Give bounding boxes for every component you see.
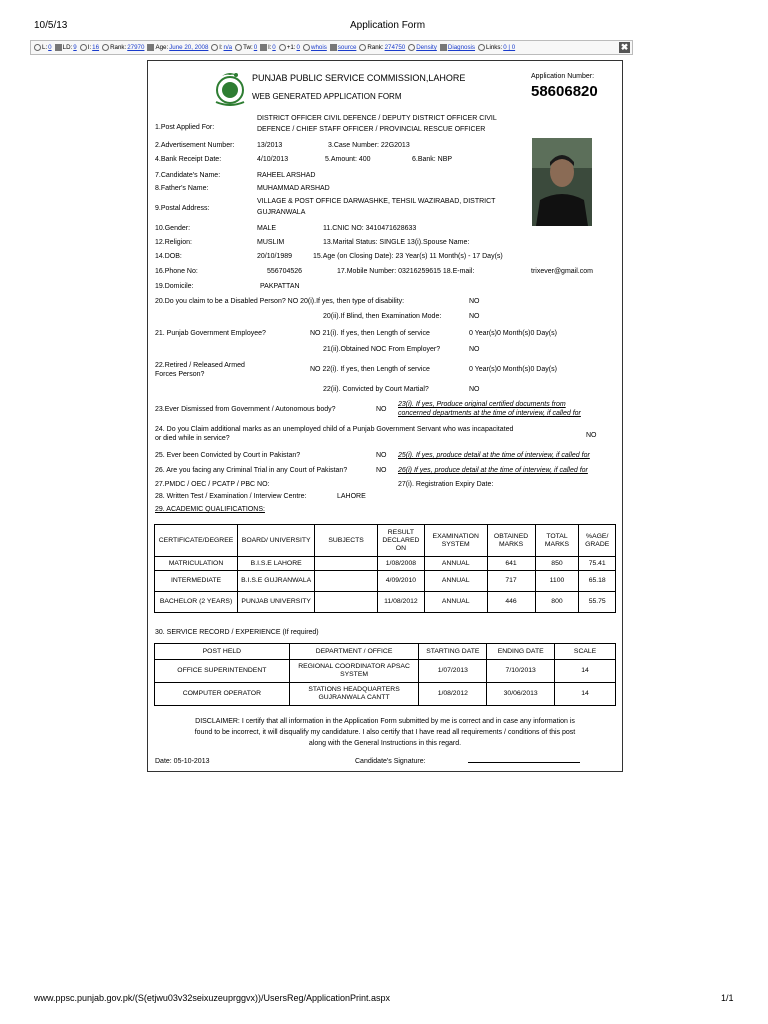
table-cell: OFFICE SUPERINTENDENT (155, 660, 290, 683)
q27-label: 27.PMDC / OEC / PCATP / PBC NO: (155, 481, 270, 488)
email-value: trixever@gmail.com (531, 268, 593, 275)
seo-square-icon (211, 44, 218, 51)
q30-heading: 30. SERVICE RECORD / EXPERIENCE (If required) (155, 629, 319, 636)
disclaimer-line-2: found to be incorrect, it will disqualify my candidature. I also certify that I have read all requirements / conditions of this post (194, 729, 576, 736)
table-row (155, 683, 616, 706)
footer-page: 1/1 (721, 993, 734, 1003)
q22b-label: 22(ii). Convicted by Court Martial? (323, 386, 429, 393)
name-label: 7.Candidate's Name: (155, 172, 221, 179)
table-cell: PUNJAB UNIVERSITY (238, 592, 315, 613)
religion-value: MUSLIM (257, 239, 285, 246)
ppsc-logo (212, 70, 248, 106)
google-plus-icon (279, 44, 286, 51)
q21b-label: 21(ii).Obtained NOC From Employer? (323, 346, 441, 353)
toolbar-item-link[interactable]: whois (310, 44, 327, 51)
father-label: 8.Father's Name: (155, 185, 209, 192)
q22b-value: NO (469, 386, 480, 393)
toolbar-item-link[interactable]: Density (416, 44, 437, 51)
father-value: MUHAMMAD ARSHAD (257, 185, 330, 192)
disclaimer (150, 716, 620, 749)
toolbar-item-link[interactable]: June 20, 2008 (169, 44, 209, 51)
table-cell: 14 (555, 660, 616, 683)
cnic: 11.CNIC NO: 3410471628633 (323, 225, 417, 232)
q20b-value: NO (469, 313, 480, 320)
signature-line (468, 762, 580, 763)
twitter-icon (235, 44, 242, 51)
table-cell: REGIONAL COORDINATOR APSAC SYSTEM (289, 660, 419, 683)
q24-label-1: 24. Do you Claim additional marks as an unemployed child of a Punjab Government Servant who was incapacitated (155, 426, 514, 433)
table-cell (315, 592, 378, 613)
toolbar-item-label: Age: (155, 44, 169, 51)
toolbar-item[interactable] (478, 44, 515, 51)
toolbar-item-link[interactable]: 0 (48, 44, 52, 51)
table-cell: INTERMEDIATE (155, 571, 238, 592)
table-cell: ANNUAL (424, 571, 487, 592)
app-number: 58606820 (531, 83, 598, 100)
table-cell: 4/09/2010 (377, 571, 424, 592)
table-cell: ANNUAL (424, 592, 487, 613)
print-title: Application Form (350, 20, 426, 31)
toolbar-item-link[interactable]: 0 (272, 44, 276, 51)
toolbar-item-label: l: (219, 44, 223, 51)
table-cell: 1/08/2012 (419, 683, 487, 706)
toolbar-item-link[interactable]: 274750 (384, 44, 406, 51)
table-row (155, 557, 616, 571)
candidate-photo (532, 138, 592, 226)
toolbar-item[interactable] (80, 44, 99, 51)
signature-label: Candidate's Signature: (355, 758, 426, 765)
table-header-cell: POST HELD (155, 644, 290, 660)
table-cell: 65.18 (579, 571, 616, 592)
source-icon (330, 44, 337, 51)
toolbar-item[interactable] (211, 44, 232, 51)
q22-service-value: 0 Year(s)0 Month(s)0 Day(s) (469, 366, 557, 373)
case-number: 3.Case Number: 22G2013 (328, 142, 410, 149)
toolbar-item[interactable] (235, 44, 257, 51)
bank: 6.Bank: NBP (412, 156, 453, 163)
toolbar-item-label: Links: (486, 44, 503, 51)
q23-note-1: 23(i). If yes, Produce original certified documents from (398, 401, 566, 408)
q21b-value: NO (469, 346, 480, 353)
phone-label: 16.Phone No: (155, 268, 198, 275)
table-header-cell: BOARD/ UNIVERSITY (238, 525, 315, 557)
facebook-icon (260, 44, 267, 51)
table-header-cell: RESULT DECLARED ON (377, 525, 424, 557)
toolbar-item-label: Rank: (110, 44, 127, 51)
toolbar-item[interactable] (303, 44, 327, 51)
q21a-value: 0 Year(s)0 Month(s)0 Day(s) (469, 330, 557, 337)
service-table (154, 643, 616, 706)
table-cell: 446 (487, 592, 535, 613)
q26-label: 26. Are you facing any Criminal Trial in any Court of Pakistan? (155, 467, 348, 474)
q25-value: NO (376, 452, 387, 459)
q23-note-2: concerned departments at the time of interview, if called for (398, 410, 581, 417)
org-name: PUNJAB PUBLIC SERVICE COMMISSION,LAHORE (252, 73, 466, 83)
table-cell: 7/10/2013 (487, 660, 555, 683)
dob-value: 20/10/1989 (257, 253, 293, 260)
seo-circle-icon (359, 44, 366, 51)
density-icon (408, 44, 415, 51)
address-line-2: GUJRANWALA (257, 209, 306, 216)
q27b-label: 27(i). Registration Expiry Date: (398, 481, 494, 488)
q20-label: 20.Do you claim to be a Disabled Person? NO 20(i).If yes, then type of disability: (155, 298, 405, 305)
q22-label-1: 22.Retired / Released Armed (155, 362, 245, 369)
table-header-cell: SCALE (555, 644, 616, 660)
toolbar-item-label: LD: (62, 44, 73, 51)
post-line-2: DEFENCE / CHIEF STAFF OFFICER / PROVINCIAL RESCUE OFFICER (257, 126, 486, 133)
app-number-label: Application Number: (531, 73, 595, 80)
form-date: Date: 05-10-2013 (155, 758, 210, 765)
table-cell: 1100 (535, 571, 579, 592)
phone-value: 556704526 (267, 268, 303, 275)
table-cell: 75.41 (579, 557, 616, 571)
toolbar-item-label: Tw: (243, 44, 253, 51)
toolbar-item[interactable] (408, 44, 437, 51)
q23-label: 23.Ever Dismissed from Government / Autonomous body? (155, 406, 336, 413)
q25-note: 25(i). If yes, produce detail at the time of interview, if called for (398, 452, 590, 459)
table-cell: BACHELOR (2 YEARS) (155, 592, 238, 613)
toolbar-item-label: l: (268, 44, 272, 51)
seo-square-icon (80, 44, 87, 51)
q21a-label: NO 21(i). If yes, then Length of service (310, 330, 430, 337)
table-cell: 30/06/2013 (487, 683, 555, 706)
religion-label: 12.Religion: (155, 239, 192, 246)
form-subtitle: WEB GENERATED APPLICATION FORM (252, 92, 402, 101)
address-line-1: VILLAGE & POST OFFICE DARWASHKE, TEHSIL WAZIRABAD, DISTRICT (257, 198, 496, 205)
name-value: RAHEEL ARSHAD (257, 172, 316, 179)
address-label: 9.Postal Address: (155, 205, 210, 212)
adv-value: 13/2013 (257, 142, 283, 149)
toolbar-item[interactable] (279, 44, 300, 51)
q26-value: NO (376, 467, 387, 474)
links-icon (478, 44, 485, 51)
amount: 5.Amount: 400 (325, 156, 371, 163)
table-header-cell: EXAMINATION SYSTEM (424, 525, 487, 557)
age: 15.Age (on Closing Date): 23 Year(s) 11 Month(s) - 17 Day(s) (313, 253, 503, 260)
table-cell: MATRICULATION (155, 557, 238, 571)
table-cell: 1/07/2013 (419, 660, 487, 683)
toolbar-item-link[interactable]: 16 (92, 44, 100, 51)
gender-label: 10.Gender: (155, 225, 191, 232)
table-cell: 1/08/2008 (377, 557, 424, 571)
toolbar-item-link[interactable]: Diagnosis (447, 44, 476, 51)
table-cell: B.I.S.E GUJRANWALA (238, 571, 315, 592)
toolbar-item-link[interactable]: 0 | 0 (503, 44, 516, 51)
print-date: 10/5/13 (34, 20, 68, 31)
table-cell (315, 557, 378, 571)
toolbar-item[interactable] (102, 44, 144, 51)
receipt-label: 4.Bank Receipt Date: (155, 156, 222, 163)
table-header-cell: SUBJECTS (315, 525, 378, 557)
q24-value: NO (586, 432, 597, 439)
print-header (0, 0, 768, 40)
domicile-value: PAKPATTAN (260, 283, 300, 290)
adv-label: 2.Advertisement Number: (155, 142, 235, 149)
table-cell: COMPUTER OPERATOR (155, 683, 290, 706)
table-cell: 800 (535, 592, 579, 613)
table-cell: STATIONS HEADQUARTERS GUJRANWALA CANTT (289, 683, 419, 706)
toolbar-item[interactable] (359, 44, 405, 51)
seo-circle-icon (55, 44, 62, 51)
q23-value: NO (376, 406, 387, 413)
q28-label: 28. Written Test / Examination / Interview Centre: (155, 493, 307, 500)
diagnosis-icon (440, 44, 447, 51)
table-row (155, 592, 616, 613)
toolbar-item-link[interactable]: 9 (73, 44, 77, 51)
toolbar-item[interactable] (440, 44, 475, 51)
seo-calendar-icon (147, 44, 154, 51)
disclaimer-line-1: DISCLAIMER: I certify that all information in the Application Form submitted by me is correct and in case any information is (195, 718, 575, 725)
q25-label: 25. Ever been Convicted by Court in Pakistan? (155, 452, 301, 459)
toolbar-item-label: L: (42, 44, 48, 51)
q29-heading: 29. ACADEMIC QUALIFICATIONS: (155, 506, 265, 513)
post-line-1: DISTRICT OFFICER CIVIL DEFENCE / DEPUTY DISTRICT OFFICER CIVIL (257, 115, 497, 122)
table-cell: 717 (487, 571, 535, 592)
table-row (155, 571, 616, 592)
academic-table (154, 524, 616, 613)
close-icon[interactable]: ✖ (620, 42, 629, 52)
table-header-cell: CERTIFICATE/DEGREE (155, 525, 238, 557)
toolbar-item-link[interactable]: 0 (296, 44, 300, 51)
table-header-cell: DEPARTMENT / OFFICE (289, 644, 419, 660)
q21-label: 21. Punjab Government Employee? (155, 330, 266, 337)
toolbar-item-link[interactable]: 27970 (127, 44, 145, 51)
table-header-cell: STARTING DATE (419, 644, 487, 660)
table-cell: 850 (535, 557, 579, 571)
toolbar-item-label: Rank: (367, 44, 384, 51)
q22-label-2: Forces Person? (155, 371, 205, 378)
table-header-cell: TOTAL MARKS (535, 525, 579, 557)
disclaimer-line-3: along with the General Instructions in this regard. (308, 740, 462, 747)
table-header-cell: OBTAINED MARKS (487, 525, 535, 557)
table-cell: 11/08/2012 (377, 592, 424, 613)
gender-value: MALE (257, 225, 277, 232)
toolbar-item[interactable] (330, 44, 357, 51)
toolbar-item-label: I: (87, 44, 92, 51)
q22-service-label: NO 22(i). If yes, then Length of service (310, 366, 430, 373)
receipt-value: 4/10/2013 (257, 156, 289, 163)
toolbar-item[interactable] (34, 44, 52, 51)
table-header-cell: ENDING DATE (487, 644, 555, 660)
seo-toolbar (30, 40, 633, 55)
q28-value: LAHORE (337, 493, 366, 500)
toolbar-item-link[interactable]: 0 (253, 44, 258, 51)
domicile-label: 19.Domicile: (155, 283, 194, 290)
toolbar-item[interactable] (260, 44, 276, 51)
toolbar-item-link[interactable]: source (337, 44, 357, 51)
table-cell: 55.75 (579, 592, 616, 613)
toolbar-item-label: +1: (286, 44, 296, 51)
table-cell (315, 571, 378, 592)
footer-url: www.ppsc.punjab.gov.pk/(S(etjwu03v32seixuzeuprggvx))/UsersReg/ApplicationPrint.aspx (34, 993, 391, 1003)
table-cell: ANNUAL (424, 557, 487, 571)
table-row (155, 660, 616, 683)
q20-value: NO (469, 298, 480, 305)
toolbar-item[interactable] (147, 44, 208, 51)
seo-circle-icon (102, 44, 109, 51)
q26-note: 26(i) If yes, produce detail at the time of interview, if called for (398, 467, 588, 474)
q24-label-2: or died while in service? (155, 435, 230, 442)
mobile-email-label: 17.Mobile Number: 03216259615 18.E-mail: (337, 268, 475, 275)
post-label: 1.Post Applied For: (155, 124, 215, 131)
toolbar-item-link[interactable]: n/a (223, 44, 233, 51)
table-cell: 641 (487, 557, 535, 571)
seo-circle-icon (34, 44, 41, 51)
toolbar-item[interactable] (55, 44, 77, 51)
table-cell: B.I.S.E LAHORE (238, 557, 315, 571)
marital-status: 13.Marital Status: SINGLE 13(i).Spouse Name: (323, 239, 470, 246)
table-header-cell: %AGE/ GRADE (579, 525, 616, 557)
whois-icon (303, 44, 310, 51)
table-cell: 14 (555, 683, 616, 706)
q20b-label: 20(ii).If Blind, then Examination Mode: (323, 313, 442, 320)
dob-label: 14.DOB: (155, 253, 182, 260)
